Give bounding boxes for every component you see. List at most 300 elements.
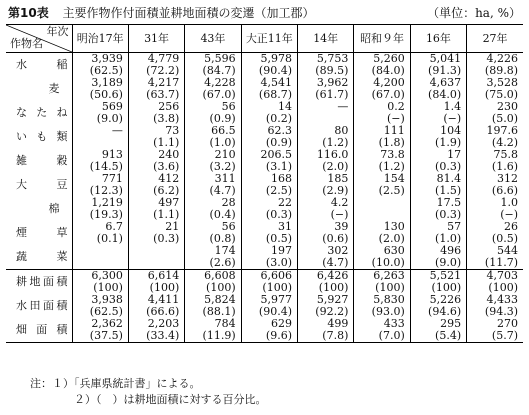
area-value: 4.2 bbox=[330, 196, 349, 209]
percent-value: (84.7) bbox=[202, 64, 236, 77]
value-cell bbox=[298, 101, 354, 125]
table-row bbox=[6, 245, 523, 270]
col-header: 明治17年 bbox=[72, 25, 128, 53]
value-cell bbox=[354, 270, 410, 295]
area-value: 26 bbox=[504, 220, 518, 233]
value-cell bbox=[185, 294, 241, 318]
area-value: 81.4 bbox=[436, 172, 462, 185]
table-row bbox=[6, 294, 523, 318]
percent-value: (0.9) bbox=[209, 112, 236, 125]
area-value: 784 bbox=[214, 317, 236, 330]
note-1: 注：１）「兵庫県統計書」による。 bbox=[30, 377, 201, 390]
percent-value: (67.0) bbox=[371, 88, 405, 101]
area-value: 5,824 bbox=[204, 293, 236, 306]
percent-value: (72.2) bbox=[146, 64, 180, 77]
value-cell bbox=[72, 294, 128, 318]
area-value: 2,362 bbox=[91, 317, 123, 330]
area-value: 230 bbox=[497, 100, 518, 113]
percent-value: (0.1) bbox=[96, 232, 123, 245]
area-value: 2,203 bbox=[147, 317, 180, 330]
area-value: 4,200 bbox=[373, 76, 405, 89]
crop-name-cell bbox=[6, 245, 72, 270]
value-cell bbox=[410, 221, 466, 245]
value-cell bbox=[241, 125, 297, 149]
value-cell bbox=[185, 197, 241, 221]
area-value: 66.5 bbox=[211, 124, 236, 137]
area-value: 185 bbox=[327, 172, 349, 185]
percent-value: (50.6) bbox=[89, 88, 123, 101]
area-value: 5,830 bbox=[373, 293, 405, 306]
value-cell bbox=[241, 173, 297, 197]
area-value: 630 bbox=[383, 244, 405, 257]
percent-value bbox=[129, 257, 179, 269]
value-cell bbox=[72, 270, 128, 295]
col-header: 14年 bbox=[298, 25, 354, 53]
table-row bbox=[6, 77, 523, 101]
table-row bbox=[6, 125, 523, 149]
percent-value: (5.4) bbox=[435, 329, 462, 342]
area-value: 197.6 bbox=[486, 124, 518, 137]
percent-value: (84.0) bbox=[371, 64, 405, 77]
crop-area-table bbox=[6, 24, 523, 343]
area-value: 0.2 bbox=[387, 100, 405, 113]
col-header: 16年 bbox=[410, 25, 466, 53]
percent-value: (100) bbox=[93, 281, 123, 294]
percent-value: (0.4) bbox=[209, 208, 236, 221]
value-cell bbox=[410, 125, 466, 149]
percent-value: (3.0) bbox=[265, 256, 292, 269]
value-cell bbox=[467, 318, 523, 343]
value-cell bbox=[185, 245, 241, 270]
area-value: 4,433 bbox=[486, 293, 518, 306]
value-cell bbox=[128, 149, 184, 173]
percent-value: (1.8) bbox=[378, 136, 405, 149]
area-value: 6,263 bbox=[373, 269, 405, 282]
percent-value: (2.9) bbox=[322, 184, 349, 197]
area-value: 433 bbox=[383, 317, 405, 330]
area-value: 3,939 bbox=[91, 52, 123, 65]
area-value: 73.8 bbox=[380, 148, 405, 161]
value-cell bbox=[128, 270, 184, 295]
percent-value: (6.2) bbox=[153, 184, 180, 197]
percent-value: (−) bbox=[500, 208, 518, 221]
area-value: 256 bbox=[158, 100, 180, 113]
crop-name: 麦 bbox=[48, 82, 60, 95]
percent-value: (9.6) bbox=[265, 329, 292, 342]
area-value: 6,606 bbox=[260, 269, 292, 282]
area-value: 4,411 bbox=[147, 293, 180, 306]
percent-value: (89.8) bbox=[484, 64, 518, 77]
percent-value: (1.0) bbox=[209, 136, 236, 149]
percent-value: (68.7) bbox=[258, 88, 292, 101]
percent-value: (37.5) bbox=[89, 329, 123, 342]
crop-name: 水 稲 bbox=[16, 58, 68, 71]
value-cell bbox=[128, 294, 184, 318]
value-cell bbox=[467, 221, 523, 245]
percent-value: (11.9) bbox=[202, 329, 236, 342]
area-value: 240 bbox=[158, 148, 180, 161]
crop-name-cell bbox=[6, 197, 72, 221]
area-value: — bbox=[337, 100, 349, 113]
value-cell bbox=[467, 173, 523, 197]
area-value: 62.3 bbox=[267, 124, 292, 137]
value-cell bbox=[467, 270, 523, 295]
crop-name-cell bbox=[6, 318, 72, 343]
crop-name-cell bbox=[6, 173, 72, 197]
percent-value: (−) bbox=[443, 112, 462, 125]
percent-value: (4.2) bbox=[491, 136, 518, 149]
unit-label: （単位：ha, %） bbox=[427, 6, 521, 20]
value-cell bbox=[467, 53, 523, 78]
area-value: 295 bbox=[440, 317, 462, 330]
value-cell bbox=[128, 197, 184, 221]
value-cell bbox=[128, 77, 184, 101]
area-value: 75.8 bbox=[493, 148, 518, 161]
area-value: 5,978 bbox=[260, 52, 292, 65]
percent-value: (4.7) bbox=[209, 184, 236, 197]
value-cell bbox=[410, 318, 466, 343]
area-value: 197 bbox=[271, 244, 292, 257]
area-value: 28 bbox=[221, 196, 236, 209]
notes bbox=[30, 376, 267, 408]
value-cell bbox=[185, 270, 241, 295]
percent-value: (3.2) bbox=[209, 160, 236, 173]
value-cell bbox=[128, 53, 184, 78]
percent-value: (2.0) bbox=[378, 232, 405, 245]
area-value bbox=[354, 197, 404, 209]
value-cell bbox=[298, 245, 354, 270]
value-cell bbox=[298, 197, 354, 221]
percent-value: (0.9) bbox=[265, 136, 292, 149]
corner-year-label: 年次 bbox=[46, 25, 69, 38]
percent-value: (33.4) bbox=[146, 329, 180, 342]
value-cell bbox=[467, 245, 523, 270]
value-cell bbox=[241, 270, 297, 295]
percent-value: (12.3) bbox=[89, 184, 123, 197]
crop-name-cell bbox=[6, 77, 72, 101]
crop-name-cell bbox=[6, 53, 72, 78]
percent-value: (0.2) bbox=[265, 112, 292, 125]
percent-value: (7.0) bbox=[378, 329, 405, 342]
area-value: 6,300 bbox=[91, 269, 123, 282]
area-value: 5,927 bbox=[316, 293, 349, 306]
percent-value: (62.5) bbox=[89, 64, 123, 77]
value-cell bbox=[467, 294, 523, 318]
area-value: 4,228 bbox=[204, 76, 236, 89]
area-value: 168 bbox=[271, 172, 292, 185]
area-value: 130 bbox=[383, 220, 405, 233]
value-cell bbox=[467, 149, 523, 173]
percent-value: (75.0) bbox=[484, 88, 518, 101]
percent-value: (5.7) bbox=[491, 329, 518, 342]
percent-value: (0.3) bbox=[265, 208, 292, 221]
crop-name: 畑 面 積 bbox=[16, 323, 68, 336]
value-cell bbox=[185, 221, 241, 245]
value-cell bbox=[298, 149, 354, 173]
value-cell bbox=[72, 173, 128, 197]
value-cell bbox=[354, 173, 410, 197]
area-value: 174 bbox=[214, 244, 236, 257]
percent-value: (1.2) bbox=[322, 136, 349, 149]
value-cell bbox=[128, 101, 184, 125]
percent-value: (0.5) bbox=[491, 232, 518, 245]
percent-value: (66.6) bbox=[146, 305, 180, 318]
percent-value: (2.6) bbox=[209, 256, 236, 269]
area-value: 5,521 bbox=[429, 269, 462, 282]
value-cell bbox=[241, 221, 297, 245]
col-header: 31年 bbox=[128, 25, 184, 53]
percent-value: (0.6) bbox=[322, 232, 349, 245]
area-value: 311 bbox=[214, 172, 236, 185]
value-cell bbox=[354, 318, 410, 343]
area-value: 1.0 bbox=[500, 196, 518, 209]
area-value: 312 bbox=[497, 172, 518, 185]
percent-value: (2.5) bbox=[378, 184, 405, 197]
percent-value: (1.1) bbox=[153, 208, 180, 221]
percent-value: (3.8) bbox=[153, 112, 180, 125]
value-cell bbox=[128, 173, 184, 197]
value-cell bbox=[298, 294, 354, 318]
value-cell bbox=[467, 197, 523, 221]
percent-value: (5.0) bbox=[491, 112, 518, 125]
table-row bbox=[6, 53, 523, 78]
percent-value: (9.0) bbox=[435, 256, 462, 269]
area-value: 154 bbox=[383, 172, 405, 185]
value-cell bbox=[128, 221, 184, 245]
crop-name-cell bbox=[6, 101, 72, 125]
value-cell bbox=[72, 221, 128, 245]
value-cell bbox=[241, 101, 297, 125]
percent-value: (10.0) bbox=[371, 256, 405, 269]
area-value: 4,637 bbox=[429, 76, 462, 89]
area-value: 4,541 bbox=[260, 76, 292, 89]
percent-value: (14.5) bbox=[89, 160, 123, 173]
value-cell bbox=[410, 270, 466, 295]
corner-crop-label: 作物名 bbox=[10, 37, 43, 50]
area-value: 3,189 bbox=[91, 76, 123, 89]
percent-value: (92.2) bbox=[315, 305, 349, 318]
value-cell bbox=[410, 294, 466, 318]
value-cell bbox=[185, 101, 241, 125]
crop-name: 耕 地 面 積 bbox=[16, 275, 68, 288]
col-header: 27年 bbox=[467, 25, 523, 53]
value-cell bbox=[467, 101, 523, 125]
area-value: 5,977 bbox=[260, 293, 292, 306]
crop-name-cell bbox=[6, 294, 72, 318]
area-value: 412 bbox=[158, 172, 180, 185]
area-value: 104 bbox=[440, 124, 462, 137]
percent-value: (3.6) bbox=[153, 160, 180, 173]
value-cell bbox=[185, 149, 241, 173]
area-value: 544 bbox=[497, 244, 518, 257]
percent-value: (1.2) bbox=[378, 160, 405, 173]
percent-value: (4.7) bbox=[322, 256, 349, 269]
area-value: 3,938 bbox=[91, 293, 123, 306]
percent-value: (89.5) bbox=[315, 64, 349, 77]
value-cell bbox=[354, 53, 410, 78]
area-value: 1,219 bbox=[91, 196, 123, 209]
area-value: 73 bbox=[165, 124, 180, 137]
value-cell bbox=[241, 318, 297, 343]
value-cell bbox=[298, 173, 354, 197]
value-cell bbox=[128, 125, 184, 149]
crop-name: 蔬 菜 bbox=[16, 250, 68, 263]
crop-name: 煙 草 bbox=[16, 226, 68, 239]
value-cell bbox=[354, 101, 410, 125]
value-cell bbox=[298, 270, 354, 295]
area-value: 14 bbox=[278, 100, 292, 113]
value-cell bbox=[298, 318, 354, 343]
percent-value: (0.3) bbox=[153, 232, 180, 245]
table-row bbox=[6, 221, 523, 245]
percent-value: (9.0) bbox=[96, 112, 123, 125]
percent-value: (100) bbox=[206, 281, 236, 294]
percent-value: (1.5) bbox=[435, 184, 462, 197]
percent-value: (0.8) bbox=[209, 232, 236, 245]
percent-value: (100) bbox=[318, 281, 349, 294]
value-cell bbox=[72, 197, 128, 221]
value-cell bbox=[241, 149, 297, 173]
table-row bbox=[6, 173, 523, 197]
percent-value: (100) bbox=[262, 281, 292, 294]
percent-value: (1.0) bbox=[435, 232, 462, 245]
area-value: 5,596 bbox=[204, 52, 236, 65]
percent-value: (100) bbox=[431, 281, 462, 294]
col-header: 昭和９年 bbox=[354, 25, 410, 53]
area-value: 913 bbox=[101, 148, 123, 161]
area-value: 4,217 bbox=[147, 76, 180, 89]
value-cell bbox=[410, 149, 466, 173]
percent-value: (−) bbox=[330, 208, 349, 221]
area-value: 496 bbox=[440, 244, 462, 257]
percent-value: (0.5) bbox=[265, 232, 292, 245]
value-cell bbox=[241, 245, 297, 270]
area-value: 569 bbox=[101, 100, 123, 113]
area-value bbox=[129, 245, 179, 257]
area-value: 80 bbox=[334, 124, 349, 137]
area-value: 21 bbox=[165, 220, 180, 233]
percent-value: (100) bbox=[149, 281, 180, 294]
percent-value: (2.5) bbox=[265, 184, 292, 197]
area-value: 57 bbox=[447, 220, 462, 233]
value-cell bbox=[241, 53, 297, 78]
percent-value: (94.3) bbox=[484, 305, 518, 318]
table-row bbox=[6, 270, 523, 295]
crop-name-cell bbox=[6, 221, 72, 245]
percent-value: (100) bbox=[375, 281, 405, 294]
value-cell bbox=[410, 53, 466, 78]
area-value bbox=[73, 245, 123, 257]
percent-value: (19.3) bbox=[89, 208, 123, 221]
area-value: 629 bbox=[271, 317, 292, 330]
table-title: 主要作物作付面積並耕地面積の変遷（加工郡） bbox=[62, 6, 315, 20]
crop-name-cell bbox=[6, 125, 72, 149]
table-row bbox=[6, 149, 523, 173]
value-cell bbox=[410, 173, 466, 197]
value-cell bbox=[410, 197, 466, 221]
area-value: 4,779 bbox=[147, 52, 180, 65]
area-value: 497 bbox=[158, 196, 180, 209]
value-cell bbox=[467, 77, 523, 101]
percent-value: (1.9) bbox=[435, 136, 462, 149]
area-value: 302 bbox=[327, 244, 349, 257]
value-cell bbox=[298, 221, 354, 245]
percent-value: (62.5) bbox=[89, 305, 123, 318]
area-value: 499 bbox=[327, 317, 349, 330]
crop-name: 雑 穀 bbox=[16, 154, 68, 167]
table-header bbox=[8, 4, 521, 22]
area-value: 4,703 bbox=[486, 269, 518, 282]
value-cell bbox=[410, 77, 466, 101]
percent-value: (90.4) bbox=[258, 305, 292, 318]
area-value: 6,426 bbox=[316, 269, 349, 282]
percent-value: (63.7) bbox=[146, 88, 180, 101]
crop-name-cell bbox=[6, 270, 72, 295]
value-cell bbox=[410, 101, 466, 125]
percent-value: (1.6) bbox=[491, 160, 518, 173]
area-value: 5,041 bbox=[429, 52, 462, 65]
percent-value: (7.8) bbox=[322, 329, 349, 342]
percent-value bbox=[73, 257, 123, 269]
value-cell bbox=[128, 318, 184, 343]
area-value: 17 bbox=[447, 148, 462, 161]
area-value: 116.0 bbox=[316, 148, 349, 161]
value-cell bbox=[185, 53, 241, 78]
percent-value: (0.3) bbox=[435, 160, 462, 173]
percent-value: (0.3) bbox=[435, 208, 462, 221]
percent-value: (88.1) bbox=[202, 305, 236, 318]
value-cell bbox=[354, 221, 410, 245]
header-row bbox=[6, 25, 523, 53]
percent-value: (100) bbox=[488, 281, 518, 294]
value-cell bbox=[241, 197, 297, 221]
table-number: 第10表 bbox=[8, 6, 49, 20]
area-value: 3,962 bbox=[316, 76, 349, 89]
crop-name: 棉 bbox=[48, 202, 60, 215]
area-value: 5,226 bbox=[429, 293, 462, 306]
col-header: 大正11年 bbox=[241, 25, 297, 53]
percent-value: (1.1) bbox=[153, 136, 180, 149]
table-row bbox=[6, 197, 523, 221]
area-value: 17.5 bbox=[436, 196, 462, 209]
percent-value: (67.0) bbox=[202, 88, 236, 101]
area-value: 39 bbox=[334, 220, 349, 233]
value-cell bbox=[185, 125, 241, 149]
value-cell bbox=[72, 101, 128, 125]
percent-value: (61.7) bbox=[315, 88, 349, 101]
table-row bbox=[6, 318, 523, 343]
area-value: — bbox=[111, 124, 123, 137]
value-cell bbox=[241, 77, 297, 101]
area-value: 31 bbox=[278, 220, 292, 233]
percent-value: (94.6) bbox=[428, 305, 462, 318]
value-cell bbox=[354, 149, 410, 173]
value-cell bbox=[298, 53, 354, 78]
col-header: 43年 bbox=[185, 25, 241, 53]
value-cell bbox=[185, 173, 241, 197]
value-cell bbox=[72, 149, 128, 173]
value-cell bbox=[185, 77, 241, 101]
percent-value: (91.3) bbox=[428, 64, 462, 77]
area-value: 3,528 bbox=[486, 76, 518, 89]
value-cell bbox=[72, 245, 128, 270]
corner-cell bbox=[6, 25, 72, 53]
percent-value: (6.6) bbox=[491, 184, 518, 197]
area-value: 6,614 bbox=[147, 269, 180, 282]
value-cell bbox=[72, 125, 128, 149]
area-value: 1.4 bbox=[443, 100, 462, 113]
percent-value: (−) bbox=[386, 112, 405, 125]
